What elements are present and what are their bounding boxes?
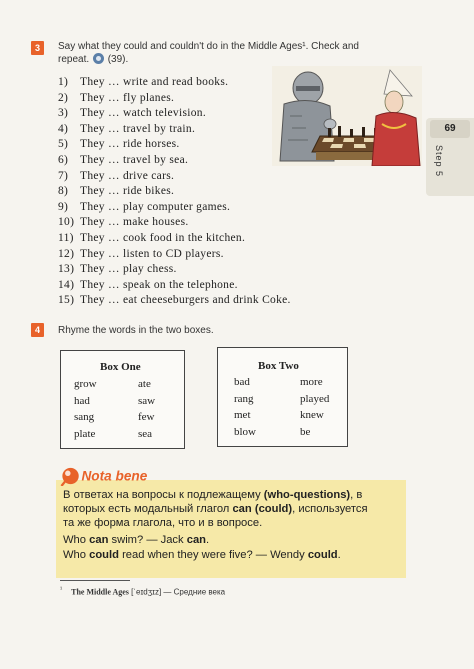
sentence-text: They … speak on the telephone. bbox=[80, 278, 238, 291]
example-1-mid: swim? — Jack bbox=[108, 534, 187, 546]
sentence-text: They … make houses. bbox=[80, 216, 189, 229]
example-1-start: Who bbox=[63, 534, 90, 546]
example-2-mid: read when they were five? — Wendy bbox=[118, 549, 308, 561]
sentence-item bbox=[58, 248, 224, 260]
box-word: sang bbox=[74, 411, 95, 423]
sentence-item bbox=[58, 216, 189, 228]
sentence-number: 6) bbox=[58, 154, 69, 166]
box-word: knew bbox=[300, 409, 324, 421]
sentence-text: They … listen to CD players. bbox=[80, 247, 224, 260]
sentence-number: 10) bbox=[58, 216, 75, 229]
sentence-text: They … drive cars. bbox=[80, 169, 175, 182]
footnote-divider bbox=[60, 580, 130, 581]
sentence-number: 8) bbox=[58, 185, 69, 198]
box-word: played bbox=[300, 392, 330, 405]
exercise-3-badge: 3 bbox=[31, 41, 44, 55]
nota-bene-title: Nota bene bbox=[81, 468, 148, 484]
sentence-number: 15) bbox=[58, 294, 75, 307]
box-word: more bbox=[300, 376, 323, 388]
sentence-item bbox=[58, 123, 195, 135]
box-word: met bbox=[234, 409, 251, 421]
sentence-text: They … play chess. bbox=[80, 263, 177, 276]
sentence-text: They … write and read books. bbox=[80, 76, 229, 88]
sentence-text: They … cook food in the kitchen. bbox=[80, 232, 246, 244]
sentence-text: They … play computer games. bbox=[80, 200, 231, 213]
box-word: saw bbox=[138, 394, 156, 407]
instruction-line-1: Say what they could and couldn't do in the Middle Ages¹. Check and bbox=[58, 41, 359, 52]
sentence-number: 4) bbox=[58, 122, 69, 135]
sentence-text: They … ride bikes. bbox=[80, 185, 175, 198]
knight-lady-chess-illustration bbox=[272, 66, 422, 166]
box-one-title: Box One bbox=[100, 361, 141, 373]
footnote-mark: ¹ bbox=[60, 586, 63, 593]
sentence-number: 1) bbox=[58, 76, 69, 88]
sentence-item bbox=[58, 185, 174, 197]
nota-bene-example-1 bbox=[63, 534, 209, 546]
sentence-item bbox=[58, 154, 188, 166]
nota-bene-line-1 bbox=[63, 489, 362, 501]
exercise-4-instruction: Rhyme the words in the two boxes. bbox=[58, 325, 214, 336]
sentence-item bbox=[58, 279, 238, 291]
sentence-number: 9) bbox=[58, 200, 69, 213]
line-1-end: , в bbox=[350, 489, 363, 501]
sentence-number: 2) bbox=[58, 91, 69, 104]
sentence-number: 14) bbox=[58, 278, 75, 291]
sentence-number: 5) bbox=[58, 138, 69, 151]
sentence-number: 3) bbox=[58, 107, 69, 120]
sentence-text: They … watch television. bbox=[80, 107, 207, 120]
line-2-text: которых есть модальный глагол bbox=[63, 503, 233, 515]
box-word: blow bbox=[234, 425, 256, 438]
box-word: few bbox=[138, 411, 155, 423]
box-word: ate bbox=[138, 378, 151, 390]
box-word: grow bbox=[74, 378, 97, 390]
sentence-text: They … fly planes. bbox=[80, 91, 175, 104]
sentence-item bbox=[58, 92, 174, 104]
box-word: had bbox=[74, 394, 90, 407]
audio-disc-icon[interactable] bbox=[93, 53, 104, 64]
instruction-line-2-start: repeat. bbox=[58, 54, 90, 65]
nota-bene-heading bbox=[56, 466, 176, 486]
sentence-item bbox=[58, 201, 230, 213]
box-word: sea bbox=[138, 427, 153, 440]
sentence-number: 12) bbox=[58, 247, 75, 260]
sentence-item bbox=[58, 107, 206, 119]
example-2-bold: could bbox=[89, 549, 119, 561]
footnote-term: The Middle Ages bbox=[71, 587, 129, 597]
example-2-end: . bbox=[337, 549, 341, 561]
sentence-item bbox=[58, 294, 291, 306]
sentence-item bbox=[58, 138, 180, 150]
example-2-bold-2: could bbox=[307, 549, 338, 561]
box-two-title: Box Two bbox=[258, 360, 299, 372]
sentence-item bbox=[58, 76, 228, 88]
nota-bene-example-2 bbox=[63, 549, 341, 561]
example-1-bold-2: can bbox=[186, 534, 207, 546]
sentence-text: They … travel by train. bbox=[80, 122, 196, 135]
box-word: rang bbox=[234, 392, 254, 405]
sentence-text: They … ride horses. bbox=[80, 138, 180, 151]
footnote-transcription: [ˈeɪdʒɪz] bbox=[131, 587, 162, 597]
exercise-4-badge: 4 bbox=[31, 323, 44, 337]
box-word: bad bbox=[234, 376, 250, 388]
sentence-item bbox=[58, 263, 177, 275]
sentence-number: 13) bbox=[58, 263, 75, 276]
sentence-text: They … eat cheeseburgers and drink Coke. bbox=[80, 294, 291, 307]
nota-bene-line-2 bbox=[63, 503, 368, 515]
line-2-end: , используется bbox=[292, 503, 368, 515]
page-number: 69 bbox=[430, 120, 470, 138]
footnote-translation: — Средние века bbox=[163, 587, 226, 597]
box-word: plate bbox=[74, 427, 96, 440]
sentence-number: 7) bbox=[58, 169, 69, 182]
sentence-item bbox=[58, 232, 245, 244]
instruction-line-2-end: (39). bbox=[107, 54, 129, 65]
line-1-text: В ответах на вопросы к подлежащему bbox=[63, 489, 264, 501]
step-label: Step 5 bbox=[434, 145, 444, 178]
example-2-start: Who bbox=[63, 549, 90, 561]
nota-bene-line-3: та же форма глагола, что и в вопросе. bbox=[63, 517, 263, 529]
sentence-number: 11) bbox=[58, 232, 74, 244]
line-2-bold: can (could) bbox=[232, 503, 293, 515]
box-word: be bbox=[300, 425, 311, 438]
sentence-item bbox=[58, 170, 174, 182]
sentence-text: They … travel by sea. bbox=[80, 154, 189, 166]
footnote bbox=[60, 586, 225, 597]
exercise-3-instruction bbox=[58, 40, 408, 66]
example-1-bold: can bbox=[89, 534, 109, 546]
example-1-end: . bbox=[206, 534, 210, 546]
line-1-bold: (who-questions) bbox=[263, 489, 351, 501]
